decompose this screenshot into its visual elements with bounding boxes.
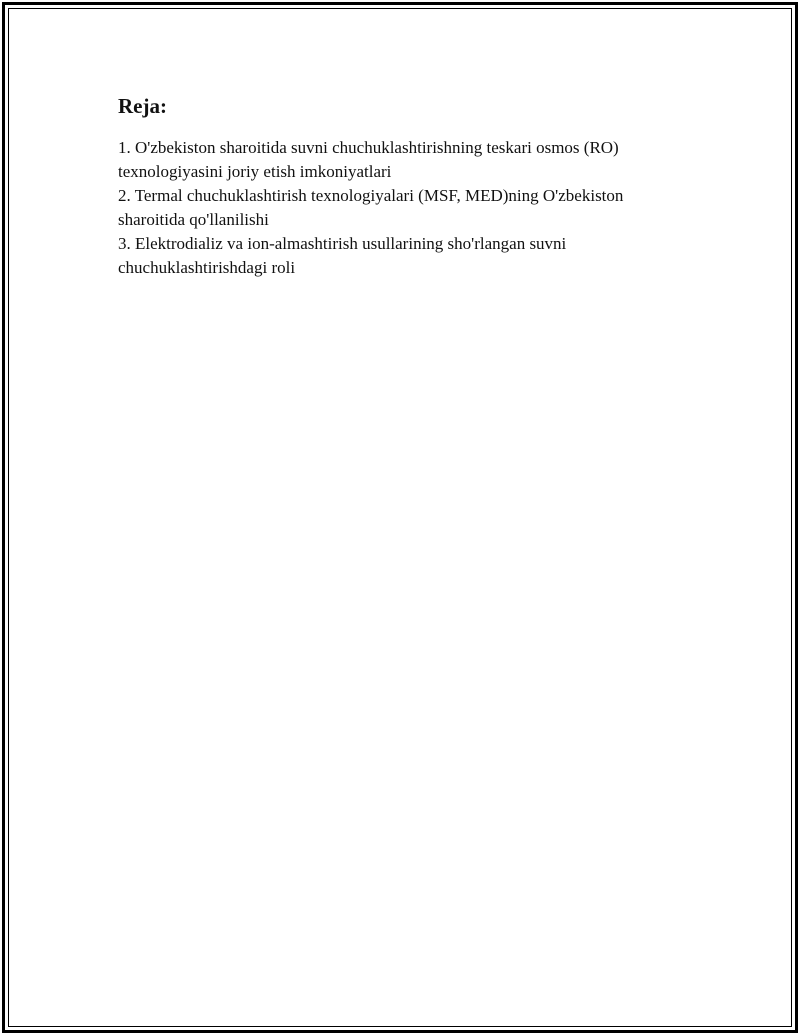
plan-list [118, 136, 688, 280]
plan-heading: Reja: [118, 94, 167, 118]
plan-item-1: 1. O'zbekiston sharoitida suvni chuchuklashtirishning teskari osmos (RO) texnologiyasini joriy etish imkoniyatlari [118, 138, 619, 181]
document-content [118, 92, 688, 280]
plan-item-3: 3. Elektrodializ va ion-almashtirish usullarining sho'rlangan suvni chuchuklashtirishdagi roli [118, 234, 567, 277]
plan-item-2: 2. Termal chuchuklashtirish texnologiyalari (MSF, MED)ning O'zbekiston sharoitida qo'llanilishi [118, 186, 624, 229]
